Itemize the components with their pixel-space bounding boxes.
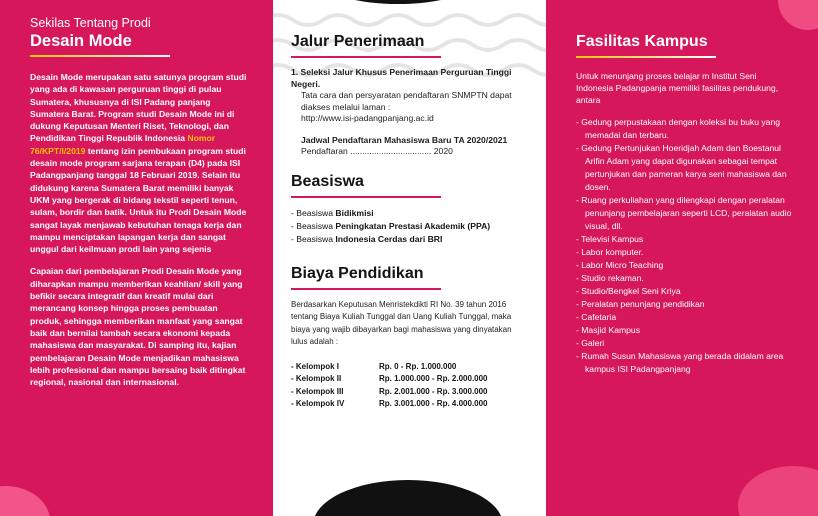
beasiswa-list — [291, 207, 528, 246]
list-item: - Ruang perkuliahan yang dilengkapi dengan peralatan penunjang pembelajaran seperti LCD, peralatan audio visual, dll. — [576, 195, 792, 231]
list-item: - Peralatan penunjang pendidikan — [576, 299, 705, 309]
table-row: - Kelompok IV Rp. 3.001.000 - Rp. 4.000.000 — [291, 399, 488, 409]
fasilitas-title: Fasilitas Kampus — [576, 33, 708, 50]
fasilitas-intro: Untuk menunjang proses belajar m Institut Seni Indonesia Padangpanja memiliki fasilitas pendukung, antara — [576, 71, 779, 105]
intro-paragraph: Desain Mode merupakan satu satunya program studi yang ada di kawasan perguruan tinggi di pulau Sumatera, khususnya di ISI Padang panjang Sumatera Barat. Program studi Desain Mode ini di dukung Keputusan Menteri Riset, Teknologi, dan Pendidikan Tinggi Republik Indonesia Nomor 76/KPT/I/2019 tentang izin pembukaan program studi desain mode program sarjana terapan (D4) pada ISI Padangpanjang tanggal 18 Februari 2019. Selain itu didukung karena Sumatera Barat memiliki banyak UKM yang bergerak di bidang tekstil seperti tenun, sulam, bordir dan batik. Untuk itu Prodi Desain Mode sangat layak menjawab kebutuhan tenaga kerja dan mampu menciptakan lapangan kerja dan sangat unggul dari keilmuan prodi lain yang sejenis — [30, 72, 247, 255]
fasilitas-list — [576, 116, 794, 376]
list-item: - Labor komputer. — [576, 247, 644, 257]
kelompok-table — [291, 361, 528, 411]
list-item: - Galeri — [576, 338, 605, 348]
title-underline — [30, 55, 170, 57]
fasilitas-underline — [576, 56, 716, 58]
beasiswa-underline — [291, 196, 441, 198]
list-item: - Televisi Kampus — [576, 234, 644, 244]
jalur-item: 1. Seleksi Jalur Khusus Penerimaan Perguruan Tinggi Negeri. — [291, 67, 512, 89]
list-item: - Beasiswa Bidikmisi — [291, 207, 374, 218]
jalur-url[interactable]: http://www.isi-padangpanjang.ac.id — [301, 113, 434, 123]
list-item: - Studio rekaman. — [576, 273, 644, 283]
middle-panel — [273, 0, 546, 516]
list-item: - Studio/Bengkel Seni Kriya — [576, 286, 681, 296]
list-item: - Gedung perpustakaan dengan koleksi bu buku yang memadai dan terbaru. — [576, 117, 781, 140]
jalur-title: Jalur Penerimaan — [291, 33, 425, 50]
list-item: - Cafetaria — [576, 312, 617, 322]
list-item: - Labor Micro Teaching — [576, 260, 664, 270]
biaya-underline — [291, 288, 441, 290]
list-item: - Gedung Pertunjukan Hoeridjah Adam dan Boestanul Arifin Adam yang dapat digunakan sebagai tempat pertunjukan dan pameran karya seni mahasiswa dan dosen. — [576, 143, 787, 192]
right-panel — [546, 0, 818, 516]
decorative-circle — [738, 466, 818, 516]
list-item: - Beasiswa Indonesia Cerdas dari BRI — [291, 233, 443, 244]
learning-outcome-paragraph: Capaian dari pembelajaran Prodi Desain Mode yang diharapkan mampu memberikan keahlian/ skill yang befikir secara integratif dan kreatif mulai dari merancang konsep hingga proses pembuatan produk, sehingga memberikan manfaat yang sangat baik dan bernilai tambah secara ekonomi kepada mahasiswa dan masyarakat. Di samping itu, kajian pembelajaran Desain Mode menjadikan mahasiswa lebih profesional dan mampu bersaing baik ditingkat regional, nasional dan internasional. — [30, 266, 246, 388]
decorative-circle — [0, 486, 50, 516]
table-row: - Kelompok III Rp. 2.001.000 - Rp. 3.000.000 — [291, 386, 488, 396]
decree-number: Nomor 76/KPT/I/2019 — [30, 133, 216, 156]
jalur-desc: Tata cara dan persyaratan pendaftaran SNMPTN dapat diakses melalui laman : — [301, 90, 512, 112]
list-item: - Beasiswa Peningkatan Prestasi Akademik (PPA) — [291, 220, 491, 231]
table-row: - Kelompok I Rp. 0 - Rp. 1.000.000 — [291, 361, 457, 371]
beasiswa-title: Beasiswa — [291, 172, 364, 190]
left-panel — [0, 0, 273, 516]
list-item: - Masjid Kampus — [576, 325, 640, 335]
jadwal-line: Pendaftaran .................................. 2020 — [301, 146, 453, 156]
table-row: - Kelompok II Rp. 1.000.000 - Rp. 2.000.000 — [291, 374, 488, 384]
jadwal-title: Jadwal Pendaftaran Mahasiswa Baru TA 2020/2021 — [301, 134, 508, 145]
prodi-title: Desain Mode — [30, 32, 132, 50]
list-item: - Rumah Susun Mahasiswa yang berada didalam area kampus ISI Padangpanjang — [576, 351, 784, 374]
jalur-underline — [291, 56, 441, 58]
biaya-title: Biaya Pendidikan — [291, 264, 424, 282]
biaya-desc: Berdasarkan Keputusan Menristekdikti RI No. 39 tahun 2016 tentang Biaya Kuliah Tunggal dan Uang Kuliah Tunggal, maka biaya yang wajib dibayarkan bagi mahasiswa yang dinyatakan lulus adalah : — [291, 299, 512, 346]
section-kicker: Sekilas Tentang Prodi — [30, 16, 151, 30]
